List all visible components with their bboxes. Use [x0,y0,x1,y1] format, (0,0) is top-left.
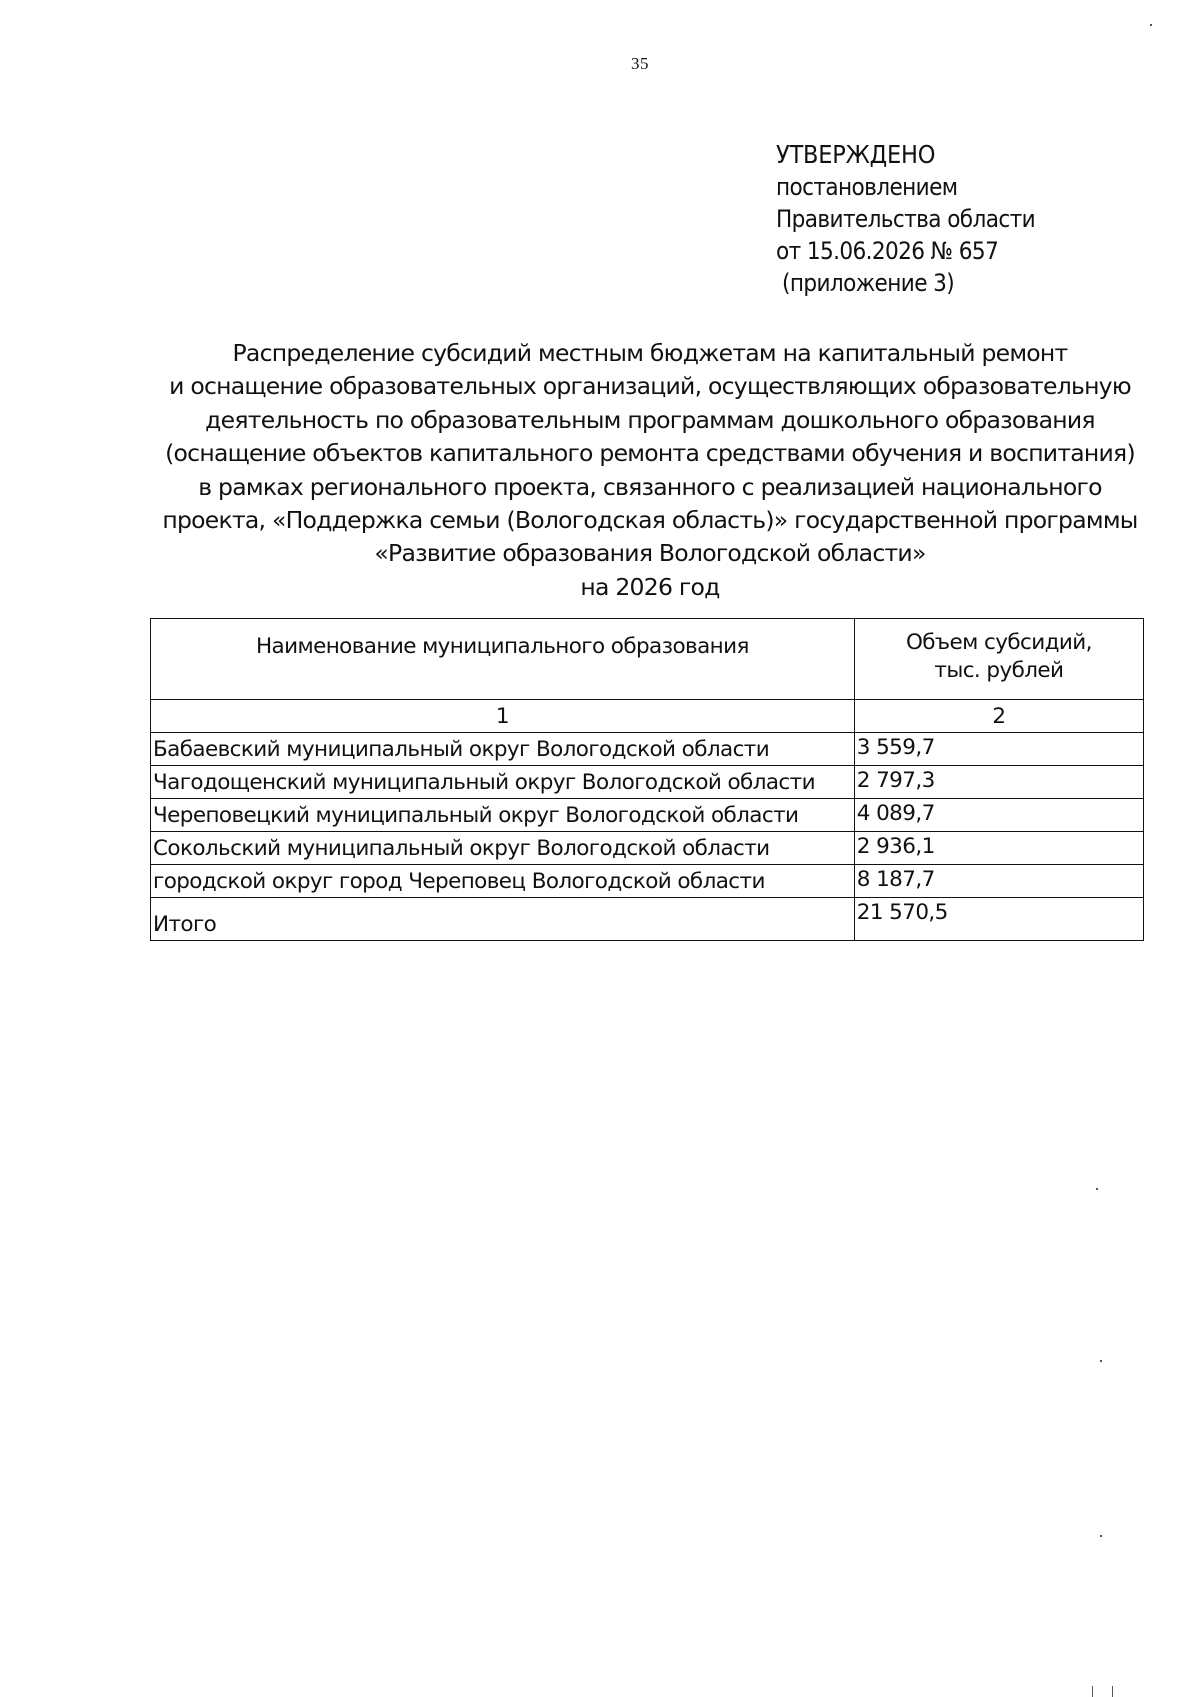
header-subsidy-amount-line2: тыс. рублей [934,658,1064,683]
subsidy-amount-cell: 3 559,7 [854,733,1143,766]
document-title [130,337,1170,604]
total-amount-cell: 21 570,5 [854,898,1143,941]
subsidy-amount-cell: 8 187,7 [854,865,1143,898]
title-line: «Развитие образования Вологодской области» [374,539,926,568]
title-line: Распределение субсидий местным бюджетам на капитальный ремонт [232,339,1068,367]
title-line: проекта, «Поддержка семьи (Вологодская область)» государственной программы [162,506,1138,535]
title-line: и оснащение образовательных организаций, осуществляющих образовательную [169,372,1131,401]
page-number: 35 [631,54,649,73]
approval-appendix-line: (приложение 3) [782,269,955,297]
subsidy-amount-cell: 2 936,1 [854,832,1143,865]
table-header-row [151,619,1144,700]
municipality-name-cell: городской округ город Череповец Вологодской области [151,865,855,898]
scan-speck [1100,1535,1102,1537]
subsidies-table [150,618,1144,941]
table-row [151,799,1144,832]
approval-decree-line: постановлением [776,173,958,201]
column-numbering-row [151,700,1144,733]
table-row [151,733,1144,766]
approval-date-number-line: от 15.06.2026 № 657 [776,237,999,265]
approval-authority-line: Правительства области [776,205,1036,233]
approval-stamp-block [776,139,1035,299]
scan-speck [1150,24,1152,26]
title-line: деятельность по образовательным программам дошкольного образования [205,405,1095,434]
subsidy-amount-cell: 2 797,3 [854,766,1143,799]
column-number-1: 1 [151,700,855,733]
title-line: на 2026 год [580,572,720,601]
scan-speck [1100,1360,1102,1362]
municipality-name-cell: Бабаевский муниципальный округ Вологодской области [151,733,855,766]
municipality-name-cell: Сокольский муниципальный округ Вологодской области [151,832,855,865]
table-row [151,832,1144,865]
table-total-row [151,898,1144,941]
title-line: в рамках регионального проекта, связанного с реализацией национального [198,472,1102,501]
scan-speck [1112,1686,1113,1697]
header-subsidy-amount [854,619,1143,700]
header-subsidy-amount-line1: Объем субсидий, [905,630,1092,655]
scan-speck [1096,1188,1098,1190]
header-municipality-name: Наименование муниципального образования [151,619,855,700]
scan-speck [1092,1686,1093,1697]
municipality-name-cell: Чагодощенский муниципальный округ Вологодской области [151,766,855,799]
table-row [151,766,1144,799]
approved-heading: УТВЕРЖДЕНО [776,140,936,169]
title-line: (оснащение объектов капитального ремонта средствами обучения и воспитания) [165,439,1135,468]
column-number-2: 2 [854,700,1143,733]
municipality-name-cell: Череповецкий муниципальный округ Вологодской области [151,799,855,832]
total-label-cell: Итого [151,898,855,941]
table-row [151,865,1144,898]
subsidy-amount-cell: 4 089,7 [854,799,1143,832]
